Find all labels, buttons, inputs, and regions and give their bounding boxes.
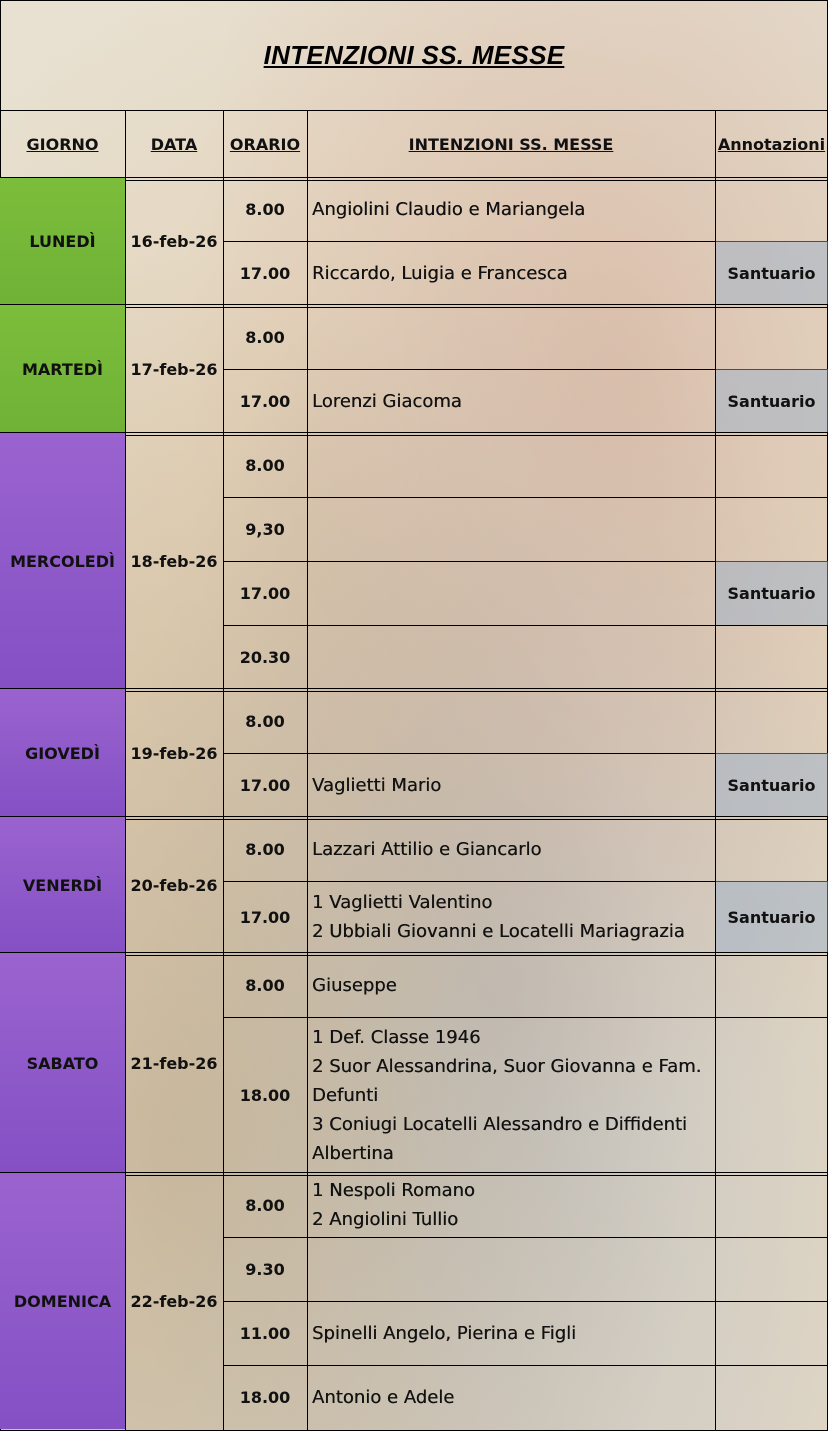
date-cell: 17-feb-26: [130, 359, 218, 379]
mass-time: 17.00: [239, 907, 291, 927]
mass-time: 8.00: [245, 975, 285, 995]
mass-time: 8.00: [245, 200, 285, 219]
column-divider: [715, 110, 716, 1431]
mass-time: 8.00: [245, 327, 285, 347]
mass-intentions: [307, 1173, 715, 1237]
mass-time: 17.00: [239, 775, 291, 795]
mass-intentions: [307, 953, 715, 1017]
day-name-cell: LUNEDÌ: [0, 178, 125, 305]
mass-time: 17.00: [239, 391, 291, 411]
mass-intentions: [307, 1237, 715, 1301]
intentions-list: [312, 387, 462, 416]
day-name-cell: MARTEDÌ: [0, 305, 125, 433]
mass-intentions: [307, 1365, 715, 1429]
mass-intentions: [307, 817, 715, 881]
intention-line: Giuseppe: [312, 974, 397, 996]
intention-line: 1 Vaglietti Valentino: [312, 892, 493, 913]
intention-line: Angiolini Claudio e Mariangela: [312, 199, 586, 220]
mass-time: 11.00: [239, 1323, 291, 1343]
day-name-cell: DOMENICA: [0, 1173, 125, 1429]
intentions-list: [312, 195, 585, 224]
day-name-cell: SABATO: [0, 953, 125, 1173]
intention-line: 1 Nespoli Romano: [312, 1180, 475, 1201]
intentions-list: [312, 259, 568, 288]
intention-line: 1 Def. Classe 1946: [312, 1026, 481, 1048]
mass-note: [715, 1173, 828, 1237]
mass-note: [715, 1365, 828, 1429]
mass-time: 9,30: [245, 519, 285, 539]
date-cell: 21-feb-26: [130, 1053, 218, 1073]
mass-intentions: [307, 881, 715, 953]
intentions-list: [312, 1023, 715, 1168]
mass-note: Santuario: [715, 881, 828, 953]
mass-time: 20.30: [239, 647, 291, 667]
intention-line: 2 Ubbiali Giovanni e Locatelli Mariagrazia: [312, 921, 685, 942]
mass-intentions: [307, 241, 715, 305]
mass-note: [715, 305, 828, 369]
intentions-list: [312, 1176, 475, 1234]
mass-time: 17.00: [239, 583, 291, 603]
mass-intentions: [307, 497, 715, 561]
column-divider: [307, 110, 308, 1431]
intentions-list: [312, 888, 685, 946]
intention-line: Antonio e Adele: [312, 1386, 455, 1408]
day-name-cell: MERCOLEDÌ: [0, 433, 125, 689]
mass-time: 8.00: [245, 1195, 285, 1215]
day-name-cell: GIOVEDÌ: [0, 689, 125, 817]
mass-note: Santuario: [715, 369, 828, 433]
mass-time: 18.00: [239, 1387, 291, 1407]
mass-note: [715, 1301, 828, 1365]
mass-intentions: [307, 1017, 715, 1173]
title-area: [0, 0, 828, 110]
mass-note: [715, 433, 828, 497]
intentions-list: [312, 771, 441, 800]
mass-note: [715, 1237, 828, 1301]
mass-note: [715, 497, 828, 561]
mass-intentions: [307, 305, 715, 369]
mass-note: Santuario: [715, 561, 828, 625]
mass-intentions: [307, 561, 715, 625]
header-annotazioni: Annotazioni: [717, 134, 826, 154]
mass-note: Santuario: [715, 241, 828, 305]
intention-line: Riccardo, Luigia e Francesca: [312, 262, 568, 284]
intention-line: 2 Angiolini Tullio: [312, 1209, 459, 1230]
intention-line: Lazzari Attilio e Giancarlo: [312, 838, 542, 860]
mass-time: 8.00: [245, 839, 285, 859]
mass-note: [715, 689, 828, 753]
intentions-list: [312, 971, 397, 1000]
mass-intentions: [307, 433, 715, 497]
page-title: INTENZIONI SS. MESSE: [263, 39, 565, 70]
date-cell: 19-feb-26: [130, 743, 218, 763]
intention-line: 2 Suor Alessandrina, Suor Giovanna e Fam. Defunti: [312, 1055, 702, 1106]
mass-note: [715, 178, 828, 241]
mass-note: Santuario: [715, 753, 828, 817]
mass-time: 17.00: [239, 263, 291, 283]
mass-note: [715, 953, 828, 1017]
day-name-cell: VENERDÌ: [0, 817, 125, 953]
header-giorno: GIORNO: [26, 134, 99, 154]
intentions-list: [312, 1319, 576, 1348]
mass-note: [715, 1017, 828, 1173]
mass-intentions: [307, 1301, 715, 1365]
mass-intentions: [307, 625, 715, 689]
mass-intentions: [307, 753, 715, 817]
mass-intentions: [307, 689, 715, 753]
intention-line: 3 Coniugi Locatelli Alessandro e Diffidenti Albertina: [312, 1113, 688, 1164]
header-orario: ORARIO: [229, 134, 301, 154]
mass-note: [715, 625, 828, 689]
date-cell: 22-feb-26: [130, 1291, 218, 1311]
date-cell: 20-feb-26: [130, 875, 218, 895]
header-data: DATA: [150, 134, 198, 154]
column-divider: [125, 110, 126, 1431]
intention-line: Lorenzi Giacoma: [312, 390, 462, 412]
intention-line: Vaglietti Mario: [312, 774, 442, 796]
mass-time: 9.30: [245, 1259, 285, 1279]
mass-intentions: [307, 369, 715, 433]
date-cell: 18-feb-26: [130, 551, 218, 571]
mass-time: 8.00: [245, 455, 285, 475]
mass-intentions: [307, 178, 715, 241]
header-intenzioni: INTENZIONI SS. MESSE: [408, 134, 614, 154]
intentions-list: [312, 1383, 454, 1412]
intention-line: Spinelli Angelo, Pierina e Figli: [312, 1322, 577, 1344]
intentions-list: [312, 835, 541, 864]
mass-time: 8.00: [245, 711, 285, 731]
mass-note: [715, 817, 828, 881]
date-cell: 16-feb-26: [130, 232, 218, 251]
mass-time: 18.00: [239, 1085, 291, 1105]
column-divider: [223, 110, 224, 1431]
